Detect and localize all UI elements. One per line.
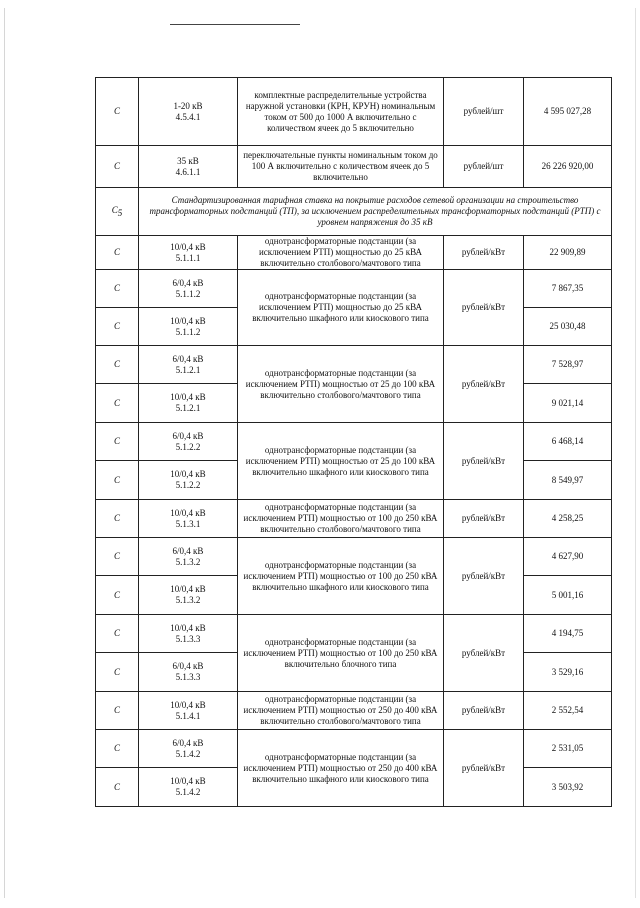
rate-symbol: C (96, 730, 139, 768)
unit: рублей/кВт (444, 730, 524, 807)
unit: рублей/шт (444, 146, 524, 188)
rate-value: 4 258,25 (524, 500, 612, 538)
table-row (96, 615, 612, 653)
rate-symbol: C (96, 538, 139, 576)
unit: рублей/кВт (444, 692, 524, 730)
rate-value: 6 468,14 (524, 423, 612, 461)
rate-value: 4 627,90 (524, 538, 612, 576)
table-row (96, 500, 612, 538)
voltage-code: 6/0,4 кВ 5.1.4.2 (139, 730, 238, 768)
rate-value: 4 194,75 (524, 615, 612, 653)
voltage-code: 10/0,4 кВ 5.1.3.3 (139, 615, 238, 653)
section-header-row (96, 188, 612, 236)
scan-edge-left (4, 8, 5, 898)
rate-value: 3 503,92 (524, 768, 612, 807)
unit: рублей/кВт (444, 346, 524, 423)
scan-edge-right (635, 8, 636, 898)
rate-value: 9 021,14 (524, 384, 612, 423)
rate-symbol: C (96, 500, 139, 538)
voltage-code: 6/0,4 кВ 5.1.2.2 (139, 423, 238, 461)
voltage-code: 10/0,4 кВ 5.1.4.1 (139, 692, 238, 730)
voltage-code: 6/0,4 кВ 5.1.3.2 (139, 538, 238, 576)
rate-symbol: C (96, 308, 139, 346)
description: комплектные распределительные устройства наружной установки (КРН, КРУН) номинальным током от 500 до 1000 А включительно с количеством ячеек до 5 включительно (238, 78, 444, 146)
rate-value: 2 531,05 (524, 730, 612, 768)
description: однотрансформаторные подстанции (за исключением РТП) мощностью от 25 до 100 кВА включительно столбового/мачтового типа (238, 346, 444, 423)
table-row (96, 692, 612, 730)
unit: рублей/кВт (444, 236, 524, 270)
table-row (96, 423, 612, 461)
unit: рублей/кВт (444, 423, 524, 500)
rate-value: 7 528,97 (524, 346, 612, 384)
voltage-code: 35 кВ 4.6.1.1 (139, 146, 238, 188)
rate-value: 3 529,16 (524, 653, 612, 692)
voltage-code: 10/0,4 кВ 5.1.3.1 (139, 500, 238, 538)
header-rule (170, 24, 300, 25)
unit: рублей/кВт (444, 500, 524, 538)
section-symbol: $C_5$ (96, 188, 139, 236)
voltage-code: 1-20 кВ 4.5.4.1 (139, 78, 238, 146)
rate-symbol: C (96, 270, 139, 308)
rate-value: 7 867,35 (524, 270, 612, 308)
description: однотрансформаторные подстанции (за исключением РТП) мощностью от 100 до 250 кВА включительно блочного типа (238, 615, 444, 692)
voltage-code: 10/0,4 кВ 5.1.2.1 (139, 384, 238, 423)
unit: рублей/шт (444, 78, 524, 146)
rate-symbol: C (96, 384, 139, 423)
description: однотрансформаторные подстанции (за исключением РТП) мощностью от 250 до 400 кВА включительно шкафного или киоскового типа (238, 730, 444, 807)
rate-symbol: C (96, 615, 139, 653)
rate-value: 26 226 920,00 (524, 146, 612, 188)
rate-value: 25 030,48 (524, 308, 612, 346)
rate-symbol: C (96, 653, 139, 692)
rate-symbol: C (96, 692, 139, 730)
voltage-code: 10/0,4 кВ 5.1.1.1 (139, 236, 238, 270)
voltage-code: 6/0,4 кВ 5.1.3.3 (139, 653, 238, 692)
table-row (96, 270, 612, 308)
description: однотрансформаторные подстанции (за исключением РТП) мощностью от 100 до 250 кВА включительно столбового/мачтового типа (238, 500, 444, 538)
tariff-table (95, 77, 612, 807)
voltage-code: 6/0,4 кВ 5.1.2.1 (139, 346, 238, 384)
rate-symbol: C (96, 576, 139, 615)
description: однотрансформаторные подстанции (за исключением РТП) мощностью от 250 до 400 кВА включительно столбового/мачтового типа (238, 692, 444, 730)
rate-symbol: C (96, 423, 139, 461)
table-row (96, 346, 612, 384)
table-row (96, 146, 612, 188)
unit: рублей/кВт (444, 615, 524, 692)
rate-symbol: C (96, 78, 139, 146)
unit: рублей/кВт (444, 270, 524, 346)
description: однотрансформаторные подстанции (за исключением РТП) мощностью от 100 до 250 кВА включительно шкафного или киоскового типа (238, 538, 444, 615)
rate-value: 2 552,54 (524, 692, 612, 730)
rate-symbol: C (96, 236, 139, 270)
table-row (96, 78, 612, 146)
voltage-code: 6/0,4 кВ 5.1.1.2 (139, 270, 238, 308)
rate-symbol: C (96, 461, 139, 500)
voltage-code: 10/0,4 кВ 5.1.4.2 (139, 768, 238, 807)
rate-symbol: C (96, 768, 139, 807)
table-row (96, 236, 612, 270)
voltage-code: 10/0,4 кВ 5.1.1.2 (139, 308, 238, 346)
voltage-code: 10/0,4 кВ 5.1.3.2 (139, 576, 238, 615)
section-title: Стандартизированная тарифная ставка на покрытие расходов сетевой организации на строительство трансформаторных подстанций (ТП), за исключением распределительных трансформаторных подстанций (РТП) с уровнем напряжения до 35 кВ (139, 188, 612, 236)
rate-symbol: C (96, 146, 139, 188)
rate-value: 22 909,89 (524, 236, 612, 270)
unit: рублей/кВт (444, 538, 524, 615)
description: однотрансформаторные подстанции (за исключением РТП) мощностью до 25 кВА включительно столбового/мачтового типа (238, 236, 444, 270)
rate-value: 4 595 027,28 (524, 78, 612, 146)
voltage-code: 10/0,4 кВ 5.1.2.2 (139, 461, 238, 500)
description: переключательные пункты номинальным током до 100 А включительно с количеством ячеек до 5 включительно (238, 146, 444, 188)
description: однотрансформаторные подстанции (за исключением РТП) мощностью до 25 кВА включительно шкафного или киоскового типа (238, 270, 444, 346)
rate-symbol: C (96, 346, 139, 384)
rate-value: 5 001,16 (524, 576, 612, 615)
description: однотрансформаторные подстанции (за исключением РТП) мощностью от 25 до 100 кВА включительно шкафного или киоскового типа (238, 423, 444, 500)
table-row (96, 538, 612, 576)
rate-value: 8 549,97 (524, 461, 612, 500)
table-row (96, 730, 612, 768)
